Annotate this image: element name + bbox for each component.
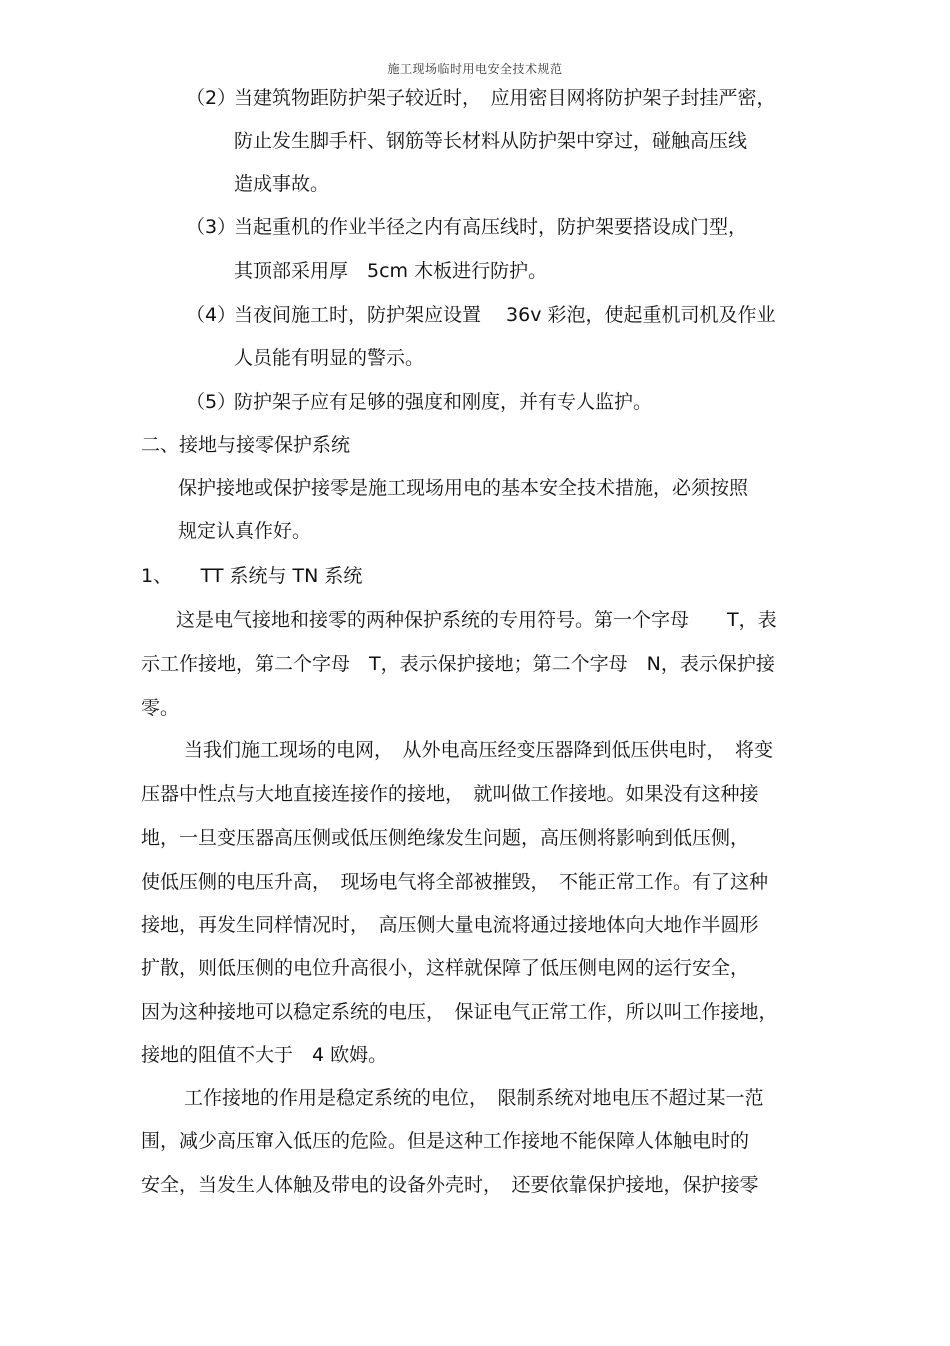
item-text: 当起重机的作业半径之内有高压线时，防护架要搭设成门型， — [234, 216, 748, 238]
paragraph-line: 这是电气接地和接零的两种保护系统的专用符号。第一个字母 T，表 — [176, 609, 777, 631]
section-intro-line: 规定认真作好。 — [178, 520, 312, 542]
paragraph-line: 接地，再发生同样情况时， 高压侧大量电流将通过接地体向大地作半圆形 — [141, 914, 759, 936]
item-text-continued: 造成事故。 — [234, 173, 330, 195]
subsection-heading: 1、 TT 系统与 TN 系统 — [141, 565, 363, 587]
paragraph-line: 接地的阻值不大于 4 欧姆。 — [141, 1044, 388, 1066]
paragraph-line: 压器中性点与大地直接连接作的接地， 就叫做工作接地。如果没有这种接 — [141, 783, 759, 805]
paragraph-line: 安全，当发生人体触及带电的设备外壳时， 还要依靠保护接地，保护接零 — [141, 1174, 759, 1196]
paragraph-line: 地，一旦变压器高压侧或低压侧绝缘发生问题，高压侧将影响到低压侧， — [141, 827, 750, 849]
paragraph-line: 因为这种接地可以稳定系统的电压， 保证电气正常工作，所以叫工作接地， — [141, 1001, 778, 1023]
item-text-continued: 人员能有明显的警示。 — [234, 347, 425, 369]
section-heading: 二、接地与接零保护系统 — [141, 434, 351, 456]
paragraph-line: 围，减少高压窜入低压的危险。但是这种工作接地不能保障人体触电时的 — [141, 1130, 750, 1152]
list-item-5 — [186, 388, 652, 416]
item-number: （3） — [186, 216, 237, 238]
paragraph-line: 示工作接地，第二个字母 T，表示保护接地；第二个字母 N，表示保护接 — [141, 653, 775, 675]
item-text: 防护架子应有足够的强度和刚度，并有专人监护。 — [234, 391, 653, 413]
paragraph-line: 扩散，则低压侧的电位升高很小，这样就保障了低压侧电网的运行安全， — [141, 957, 750, 979]
page-header: 施工现场临时用电安全技术规范 — [387, 62, 563, 76]
item-number: （4） — [186, 304, 237, 326]
list-item-2 — [186, 84, 776, 112]
list-item-4 — [186, 301, 776, 329]
paragraph-line: 当我们施工现场的电网， 从外电高压经变压器降到低压供电时， 将变 — [184, 739, 774, 761]
list-item-3 — [186, 213, 747, 241]
item-text: 当建筑物距防护架子较近时， 应用密目网将防护架子封挂严密， — [234, 87, 776, 109]
item-text-continued: 其顶部采用厚 5cm 木板进行防护。 — [234, 260, 548, 282]
item-number: （2） — [186, 87, 237, 109]
section-intro-line: 保护接地或保护接零是施工现场用电的基本安全技术措施，必须按照 — [178, 477, 749, 499]
paragraph-line: 零。 — [141, 697, 180, 719]
paragraph-line: 工作接地的作用是稳定系统的电位， 限制系统对地电压不超过某一范 — [184, 1087, 764, 1109]
item-text: 当夜间施工时，防护架应设置 36v 彩泡，使起重机司机及作业 — [234, 304, 776, 326]
item-text-continued: 防止发生脚手杆、钢筋等长材料从防护架中穿过，碰触高压线 — [234, 130, 748, 152]
paragraph-line: 使低压侧的电压升高， 现场电气将全部被摧毁， 不能正常工作。有了这种 — [141, 871, 769, 893]
item-number: （5） — [186, 391, 237, 413]
